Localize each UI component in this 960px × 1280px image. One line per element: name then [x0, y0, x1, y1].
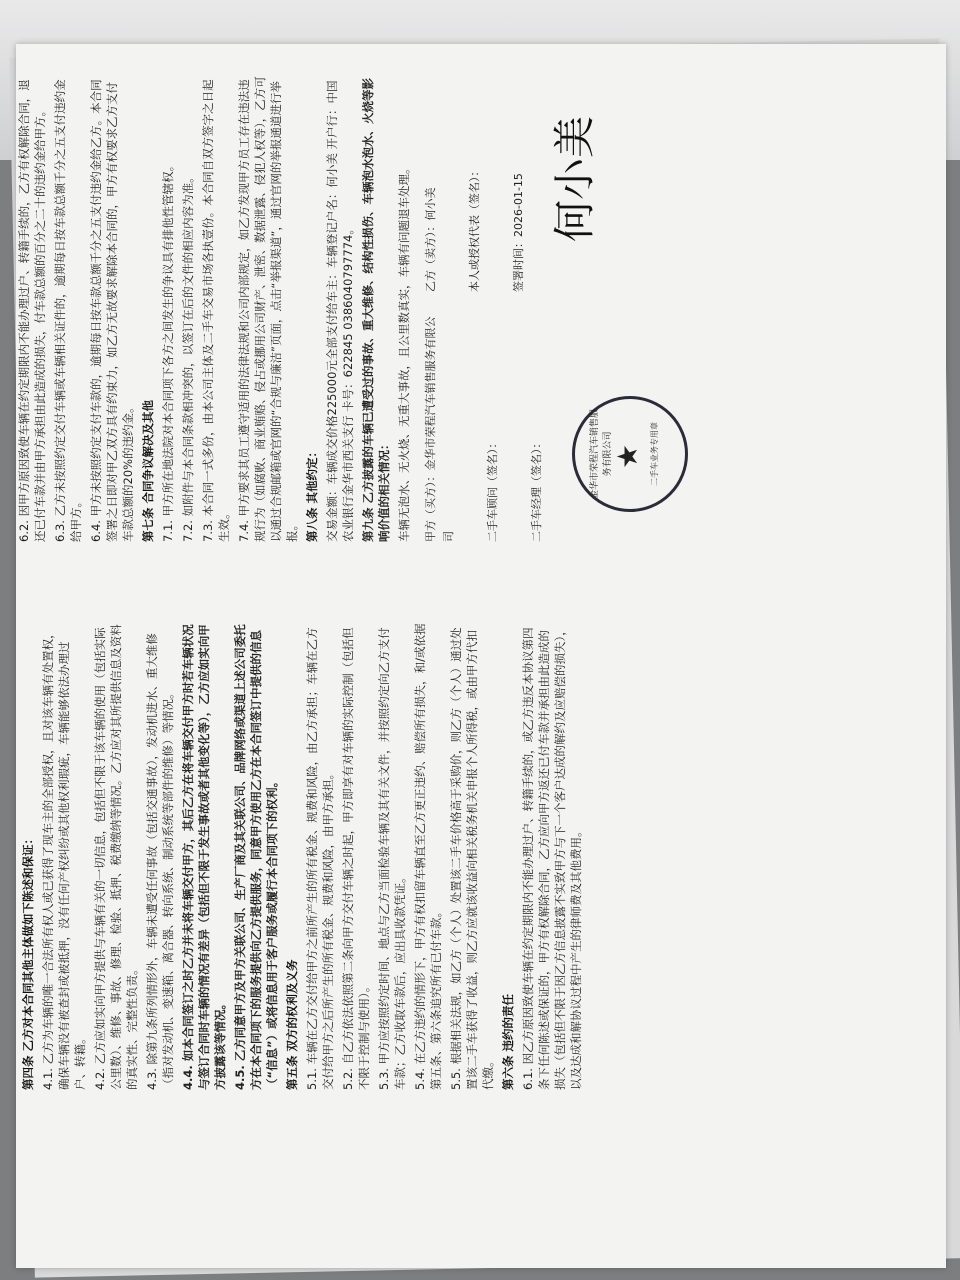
clause-paragraph: 6.3. 乙方未按照约定交付车辆或车辆相关证件的，逾期每日按车款总额千分之五支付违约金给甲方。 [53, 79, 83, 542]
clause-paragraph: 交易金额：车辆成交价格225000元全部支付给车主：车辆登记户名：何小美 开户行：中国农业银行金华市西关支行 卡号：622845 0386040797774。 [325, 80, 355, 542]
manager-label: 二手车经理（签名）： [530, 437, 543, 542]
signature-block [422, 72, 682, 542]
clause-paragraph: 第九条 乙方披露的车辆已遭受过的事故、重大维修、结构性损伤、车辆泡水泡水、火烧等影响价值的相关情况： [361, 78, 391, 542]
clause-paragraph: 6.4. 甲方未按照约定支付车款的，逾期每日按车款总额千分之五支付违约金给乙方。本合同签署之日即对甲乙双方具有约束力，如乙方无故要求解除本合同的，甲方有权要求乙方支付车款总额的20%的违约金。 [89, 79, 135, 542]
clause-paragraph: 7.4. 甲方要求其员工遵守适用的法律法规和公司内部规定，如乙方发现甲方员工存在违法违规行为（如腐败、商业贿赂、侵占或挪用公司财产、泄密、数据泄露、侵犯人权等），乙方可以通过合规邮箱或官网的“合规与廉洁”页面，点击“举报渠道”，通过官网的举报通道进行举报。 [237, 76, 299, 542]
clause-heading: 第六条 违约的责任 [501, 993, 515, 1090]
clause-paragraph: 4.1. 乙方为车辆的唯一合法所有权人或已获得了现车主的全部授权，且对该车辆有处置权，确保车辆没有被查封或被抵押，没有任何产权纠纷或其他权利瑕疵，车辆能够依法办理过户、转籍。 [41, 627, 87, 1090]
clause-paragraph: 7.3. 本合同一式多份，由本公司主体及二手车交易市场各执壹份。本合同自双方签字之日起生效。 [201, 79, 231, 542]
contract-page [16, 44, 946, 1268]
clause-heading: 第七条 合同争议解决及其他 [141, 399, 155, 542]
clause-paragraph: 4.2. 乙方应如实向甲方提供与车辆有关的一切信息，包括但不限于该车辆的使用（包括实际公里数）、维修、事故、修理、检验、抵押、税费缴纳等情况。乙方应对其所提供信息及资料的真实性、完整性负责。 [93, 624, 139, 1090]
clause-paragraph: 5.5. 根据相关法规，如乙方（个人）处置该二手车价格高于采购价，则乙方（个人）通过处置该二手车获得了收益，则乙方应就该收益向相关税务机关申报个人所得税，或由甲方代扣代缴。 [449, 627, 495, 1090]
seal-sub: 二手车业务专用章 [650, 422, 659, 486]
rep-a-label: 二手车顾问（签名）： [486, 437, 499, 542]
clause-paragraph: 4.5. 乙方同意甲方及甲方关联公司、生产厂商及其关联公司、品牌网络或渠道上述公司委托方在本合同项下的服务提供向乙方提供服务，同意甲方使用乙方在本合同签订中提供的信息（“信息”）或将信息用于客户服务或履行本合同项下的权利。 [233, 624, 279, 1090]
clause-paragraph: 4.3. 除第九条所列情形外，车辆未遭受任何事故（包括交通事故），发动机进水、重大维修（指对发动机、变速箱、离合器、转向系统、制动系统等部件的维修）等情况。 [145, 633, 175, 1090]
party-a-block [422, 312, 546, 542]
clause-paragraph: 7.2. 如附件与本合同条款相冲突的，以签订在后的文件的相应内容为准。 [181, 171, 195, 542]
party-b-block [422, 72, 528, 292]
date-label: 签署时间：2026-01-15 [512, 173, 525, 292]
clause-heading: 第五条 双方的权利及义务 [285, 959, 299, 1090]
handwritten-signature: 何小美 [550, 115, 599, 242]
clause-paragraph: 7.1. 甲方所在地法院对本合同项下各方之间发生的争议具有排他性管辖权。 [161, 159, 175, 542]
left-column [16, 622, 946, 1090]
seal-name: 金华市荣程汽车销售服务有限公司 [590, 409, 613, 500]
rotated-content [16, 44, 946, 1268]
right-column-clauses [16, 72, 412, 542]
clause-paragraph: 5.3. 甲方应按照约定时间、地点与乙方当面检验车辆及其有关文件，并按照约定向乙方支付车款；乙方收取车款后，应出具收款凭证。 [377, 627, 407, 1090]
rep-b-label: 本人或授权代表（签名）： [468, 165, 481, 292]
clause-heading: 第八条 其他约定： [305, 445, 319, 542]
party-b-label: 乙方（卖方）：何小美 [424, 187, 437, 292]
clause-paragraph: 6.2. 因甲方原因致使车辆在约定期限内不能办理过户、转籍手续的，乙方有权解除合同，退还已付车款并由甲方承担由此造成的损失，付车款总额的百分之二十的违约金给甲方。 [17, 79, 47, 542]
clause-paragraph: 5.2. 自乙方依法依照第二条向甲方交付车辆之时起，甲方即享有对车辆的实际控制（包括但不限于控制与使用）。 [341, 627, 371, 1090]
company-seal [572, 396, 688, 512]
clause-paragraph: 4.4. 如本合同签订之时乙方并未将车辆交付甲方，其后乙方在将车辆交付甲方时若车辆状况与签订合同时车辆的情况有差异（包括但不限于发生事故或者其他变化等），乙方应如实向甲方披露该等情况。 [181, 624, 227, 1090]
seal-star-icon: ★ [611, 443, 644, 469]
party-a-label: 甲方（买方）：金华市荣程汽车销售服务有限公司 [424, 316, 455, 542]
clause-paragraph: 6.1. 因乙方原因致使车辆在约定期限内不能办理过户、转籍手续的，或乙方违反本协议第四条下任何陈述或保证的，甲方有权解除合同，乙方应向甲方返还已付车款并承担由此造成的损失（包括但不限于因乙方信息披露不实致甲方与下一个客户达成的解约及应赔偿的损失），以及达成和解协议过程中产生的律师费及其他费用。 [521, 624, 583, 1090]
right-column [16, 72, 946, 542]
clause-paragraph: 5.1. 车辆在乙方交付给甲方之前所产生的所有税金、规费和风险，由乙方承担；车辆在乙方交付给甲方之后所产生的所有税金、规费和风险，由甲方承担。 [305, 627, 335, 1090]
clause-paragraph: 5.4. 在乙方违约的情形下，甲方有权扣留车辆直至乙方更正违约、赔偿所有损失，和/或依据第五条、第六条追究所有已付车款。 [413, 623, 443, 1090]
clause-paragraph: 车辆无泡水、无火烧、无重大事故，且公里数真实，车辆有问题退车处理。 [397, 162, 411, 542]
clause-heading: 第四条 乙方对本合同其他主体做如下陈述和保证： [21, 832, 35, 1090]
